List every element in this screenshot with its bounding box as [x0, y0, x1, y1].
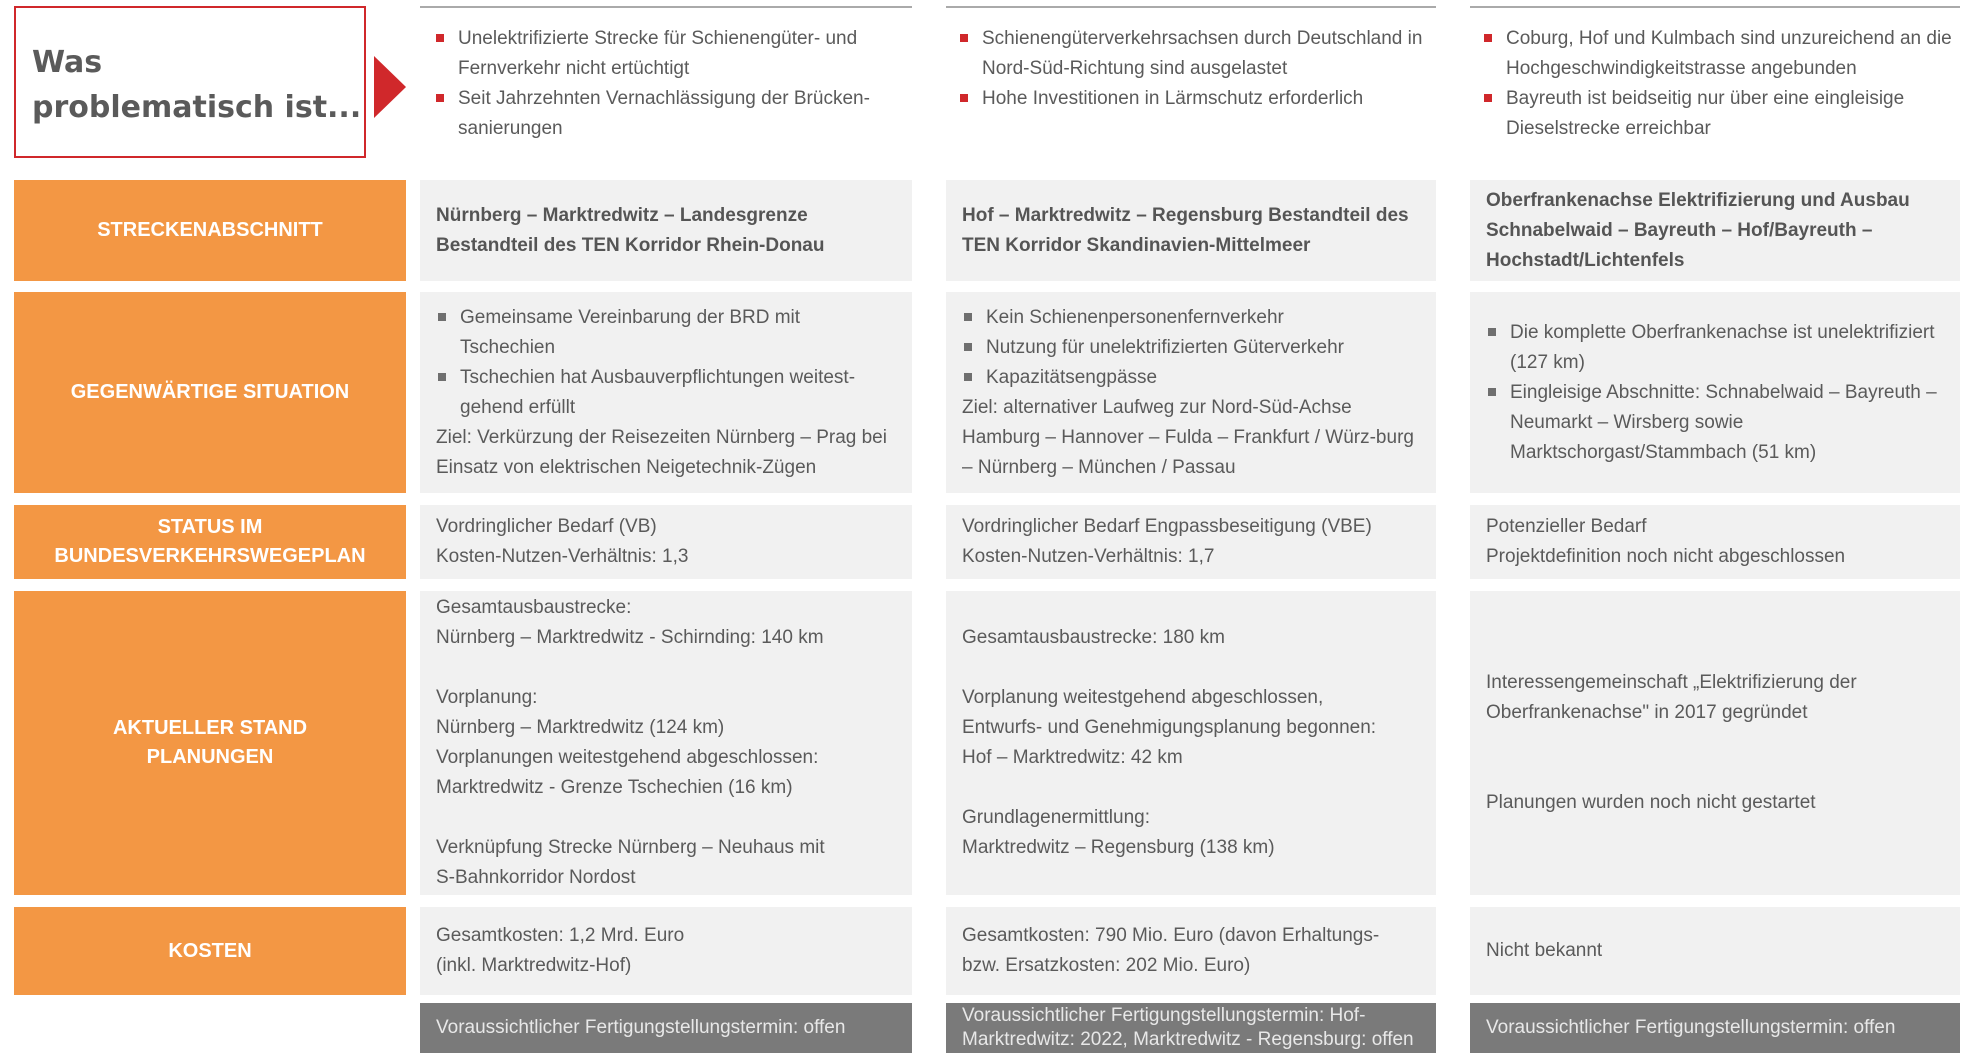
stand-line: Grundlagenermittlung:: [962, 807, 1150, 828]
stand-line: [1486, 728, 1944, 758]
problem-item: Schienengüterverkehrsachsen durch Deutschland in Nord-Süd-Richtung sind ausgelastet: [958, 24, 1434, 84]
stand-col3: [1470, 591, 1960, 895]
stand-line: Nürnberg – Marktredwitz (124 km): [436, 717, 725, 738]
stand-line: Entwurfs- und Genehmigungsplanung begonnen:: [962, 717, 1377, 738]
strecke-col3: Oberfrankenachse Elektrifizierung und Ausbau Schnabelwaid – Bayreuth – Hof/Bayreuth – Hochstadt/Lichtenfels: [1470, 180, 1960, 281]
stand-line: Marktredwitz - Grenze Tschechien (16 km): [436, 777, 793, 798]
situation-col3: [1470, 292, 1960, 493]
situation-item: Kapazitätsengpässe: [962, 363, 1420, 393]
kosten-col1: Gesamtkosten: 1,2 Mrd. Euro (inkl. Marktredwitz-Hof): [420, 907, 912, 995]
stand-line: [436, 653, 896, 683]
kosten-col2: Gesamtkosten: 790 Mio. Euro (davon Erhaltungs- bzw. Ersatzkosten: 202 Mio. Euro): [946, 907, 1436, 995]
strecke-col1: Nürnberg – Marktredwitz – Landesgrenze Bestandteil des TEN Korridor Rhein-Donau: [420, 180, 912, 281]
situation-item: Gemeinsame Vereinbarung der BRD mit Tschechien: [436, 303, 896, 363]
kosten-col3: Nicht bekannt: [1470, 907, 1960, 995]
top-divider-1: [420, 6, 912, 8]
stand-line: Verknüpfung Strecke Nürnberg – Neuhaus mit: [436, 837, 825, 858]
stand-line: Hof – Marktredwitz: 42 km: [962, 747, 1183, 768]
problem-col2: [958, 24, 1434, 114]
status-col1: Vordringlicher Bedarf (VB) Kosten-Nutzen-Verhältnis: 1,3: [420, 505, 912, 579]
stand-col2: [946, 591, 1436, 895]
problem-item: Bayreuth ist beidseitig nur über eine eingleisige Dieselstrecke erreichbar: [1482, 84, 1960, 144]
stand-line: [962, 773, 1420, 803]
arrow-right-icon: [374, 56, 406, 118]
stand-line: Interessengemeinschaft „Elektrifizierung der: [1486, 672, 1857, 693]
problem-heading-line1: Was: [32, 45, 103, 80]
situation-item: Kein Schienenpersonenfernverkehr: [962, 303, 1420, 333]
label-kosten: KOSTEN: [14, 907, 406, 995]
top-divider-2: [946, 6, 1436, 8]
label-status: STATUS IM BUNDESVERKEHRSWEGEPLAN: [14, 505, 406, 579]
termin-col2: Voraussichtlicher Fertigungstellungstermin: Hof-Marktredwitz: 2022, Marktredwitz - Regensburg: offen: [946, 1003, 1436, 1053]
situation-item: Tschechien hat Ausbauverpflichtungen weitest-gehend erfüllt: [436, 363, 896, 423]
status-col2: Vordringlicher Bedarf Engpassbeseitigung (VBE) Kosten-Nutzen-Verhältnis: 1,7: [946, 505, 1436, 579]
label-situation: GEGENWÄRTIGE SITUATION: [14, 292, 406, 493]
situation-col2: [946, 292, 1436, 493]
problem-heading-box: [14, 6, 366, 158]
label-stand: AKTUELLER STAND PLANUNGEN: [14, 591, 406, 895]
situation-col1: [420, 292, 912, 493]
problem-item: Hohe Investitionen in Lärmschutz erforderlich: [958, 84, 1434, 114]
problem-item: Unelektrifizierte Strecke für Schienengüter- und Fernverkehr nicht ertüchtigt: [434, 24, 910, 84]
stand-line: [436, 803, 896, 833]
stand-line: [962, 653, 1420, 683]
top-divider-3: [1470, 6, 1960, 8]
label-streckenabschnitt: STRECKENABSCHNITT: [14, 180, 406, 281]
problem-item: Seit Jahrzehnten Vernachlässigung der Brücken-sanierungen: [434, 84, 910, 144]
stand-line: Vorplanung weitestgehend abgeschlossen,: [962, 687, 1324, 708]
stand-line: Marktredwitz – Regensburg (138 km): [962, 837, 1275, 858]
termin-col1: Voraussichtlicher Fertigungstellungstermin: offen: [420, 1003, 912, 1053]
situation-item: Eingleisige Abschnitte: Schnabelwaid – Bayreuth – Neumarkt – Wirsberg sowie Marktschorgast/Stammbach (51 km): [1486, 378, 1944, 468]
problem-col1: [434, 24, 910, 144]
status-col3: Potenzieller Bedarf Projektdefinition noch nicht abgeschlossen: [1470, 505, 1960, 579]
stand-line: Gesamtausbaustrecke: 180 km: [962, 627, 1225, 648]
stand-line: [1486, 758, 1944, 788]
problem-heading-line2: problematisch ist...: [32, 90, 362, 125]
stand-line: Planungen wurden noch nicht gestartet: [1486, 792, 1816, 813]
termin-col3: Voraussichtlicher Fertigungstellungstermin: offen: [1470, 1003, 1960, 1053]
strecke-col2: Hof – Marktredwitz – Regensburg Bestandteil des TEN Korridor Skandinavien-Mittelmeer: [946, 180, 1436, 281]
stand-line: Oberfrankenachse" in 2017 gegründet: [1486, 702, 1808, 723]
stand-line: Gesamtausbaustrecke:: [436, 597, 632, 618]
problem-item: Coburg, Hof und Kulmbach sind unzureichend an die Hochgeschwindigkeitstrasse angebunden: [1482, 24, 1960, 84]
situation-goal: Ziel: Verkürzung der Reisezeiten Nürnberg – Prag bei Einsatz von elektrischen Neigetechnik-Zügen: [436, 426, 887, 478]
problem-col3: [1482, 24, 1960, 144]
stand-line: Nürnberg – Marktredwitz - Schirnding: 140 km: [436, 627, 824, 648]
situation-goal: Ziel: alternativer Laufweg zur Nord-Süd-Achse Hamburg – Hannover – Fulda – Frankfurt / Würz-burg – Nürnberg – München / Passau: [962, 396, 1414, 478]
situation-item: Die komplette Oberfrankenachse ist unelektrifiziert (127 km): [1486, 318, 1944, 378]
stand-line: Vorplanungen weitestgehend abgeschlossen:: [436, 747, 819, 768]
situation-item: Nutzung für unelektrifizierten Güterverkehr: [962, 333, 1420, 363]
stand-line: Vorplanung:: [436, 687, 538, 708]
stand-col1: [420, 591, 912, 895]
stand-line: S-Bahnkorridor Nordost: [436, 867, 636, 888]
